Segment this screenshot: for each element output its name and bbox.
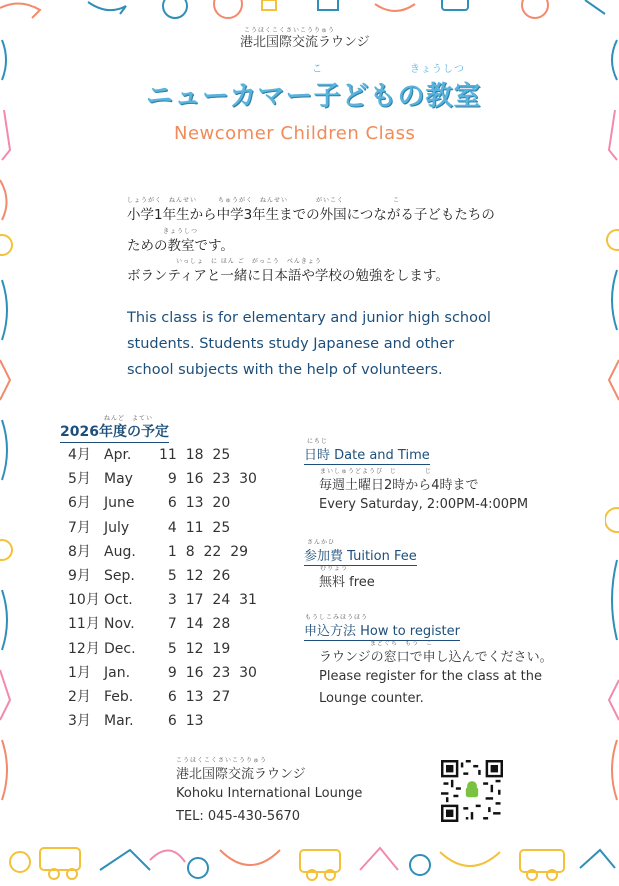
title-ruby-kyoushitsu: きょうしつ [410, 64, 465, 75]
schedule-month-en: May [104, 471, 133, 488]
register-heading: 申込方法 How to register [304, 620, 460, 641]
schedule-month-jp: 5月 [68, 471, 91, 488]
schedule-month-en: June [104, 495, 135, 512]
intro-ruby-2: きょうしつ [163, 228, 199, 235]
fee-heading-ruby: さんかひ [307, 539, 336, 546]
schedule-row [68, 565, 230, 585]
schedule-row [68, 492, 230, 512]
intro-en-line-1: This class is for elementary and junior high school [127, 310, 491, 326]
datetime-heading: 日時 Date and Time [304, 444, 430, 465]
intro-jp-line-2: ための教室です。 [127, 238, 234, 254]
schedule-month-jp: 2月 [68, 689, 91, 705]
register-en-line-1: Please register for the class at the [319, 669, 542, 684]
schedule-days: 6 13 [159, 713, 204, 730]
organizer-ruby: こうほくこくさいこうりゅう [244, 27, 336, 34]
datetime-heading-ruby: にちじ [307, 438, 329, 445]
fee-jp-ruby: むりょう [320, 565, 349, 572]
schedule-row [68, 517, 230, 537]
schedule-month-jp: 1月 [68, 664, 91, 681]
schedule-month-en: Aug. [104, 543, 136, 560]
page-title: ニューカマー子どもの教室 [146, 81, 482, 112]
intro-jp-line-1: 小学1年生から中学3年生までの外国につながる子どもたちの [127, 207, 495, 223]
schedule-row [68, 710, 204, 730]
schedule-month-jp: 6月 [68, 495, 91, 512]
schedule-days: 1 8 22 29 [159, 543, 249, 560]
register-heading-ruby: もうしこみほうほう [305, 614, 369, 621]
schedule-month-jp: 8月 [68, 543, 91, 560]
schedule-month-en: Jan. [104, 664, 131, 681]
intro-jp-line-3: ボランティアと一緒に日本語や学校の勉強をします。 [127, 268, 449, 284]
title-ruby-ko: こ [312, 64, 323, 75]
register-en-line-2: Lounge counter. [319, 691, 424, 706]
fee-text: 無料 free [319, 575, 375, 590]
schedule-days: 6 13 27 [159, 689, 231, 705]
intro-en-line-3: school subjects with the help of volunteers. [127, 362, 443, 378]
schedule-row [68, 613, 230, 633]
schedule-days: 5 12 26 [159, 568, 231, 584]
datetime-jp: 毎週土曜日2時から4時まで [319, 478, 479, 493]
schedule-month-en: Nov. [104, 616, 135, 633]
intro-en-line-2: students. Students study Japanese and other [127, 336, 455, 352]
schedule-month-en: Oct. [104, 592, 133, 609]
register-jp: ラウンジの窓口で申し込んでください。 [319, 650, 553, 665]
schedule-month-jp: 11月 [68, 616, 100, 633]
schedule-title: 2026年度の予定 [60, 421, 169, 443]
intro-ruby-3: いっしょ に ほん ご がっこう べんきょう [127, 258, 322, 265]
schedule-month-en: Feb. [104, 689, 134, 705]
schedule-month-jp: 7月 [68, 519, 91, 536]
schedule-days: 3 17 24 31 [159, 592, 257, 609]
schedule-month-jp: 9月 [68, 568, 91, 584]
schedule-month-jp: 10月 [68, 592, 100, 609]
datetime-jp-ruby: まいしゅうどようび じ じ [320, 468, 433, 475]
register-jp-ruby: まどぐち もう こ [370, 640, 434, 647]
schedule-days: 9 16 23 30 [159, 664, 257, 681]
schedule-row [68, 686, 230, 706]
footer-ruby: こうほくこくさいこうりゅう [176, 757, 268, 764]
schedule-row [68, 662, 257, 682]
page-subtitle: Newcomer Children Class [174, 123, 416, 144]
footer-name-jp: 港北国際交流ラウンジ [176, 767, 306, 782]
datetime-en: Every Saturday, 2:00PM-4:00PM [319, 497, 529, 512]
qr-code-icon[interactable] [441, 760, 503, 822]
schedule-month-jp: 3月 [68, 713, 91, 730]
schedule-days: 4 11 25 [159, 519, 231, 536]
schedule-row [68, 589, 257, 609]
schedule-title-ruby: ねんど よてい [104, 415, 154, 422]
schedule-row [68, 468, 257, 488]
schedule-month-en: Dec. [104, 640, 136, 657]
schedule-days: 5 12 19 [159, 640, 231, 657]
schedule-row [68, 444, 230, 464]
organizer-name: 港北国際交流ラウンジ [240, 35, 370, 50]
schedule-row [68, 541, 248, 561]
schedule-days: 11 18 25 [159, 447, 231, 463]
schedule-month-jp: 12月 [68, 640, 100, 657]
schedule-month-en: July [104, 519, 130, 536]
schedule-month-jp: 4月 [68, 447, 91, 463]
fee-heading: 参加費 Tuition Fee [304, 545, 417, 566]
schedule-month-en: Apr. [104, 447, 132, 463]
footer-name-en: Kohoku International Lounge [176, 786, 363, 801]
intro-ruby-1: しょうがく ねんせい ちゅうがく ねんせい がいこく こ [127, 197, 401, 204]
footer-tel: TEL: 045-430-5670 [176, 809, 301, 824]
schedule-days: 6 13 20 [159, 495, 231, 512]
schedule-days: 9 16 23 30 [159, 471, 257, 488]
schedule-month-en: Mar. [104, 713, 134, 730]
schedule-row [68, 638, 230, 658]
schedule-month-en: Sep. [104, 568, 135, 584]
schedule-days: 7 14 28 [159, 616, 231, 633]
